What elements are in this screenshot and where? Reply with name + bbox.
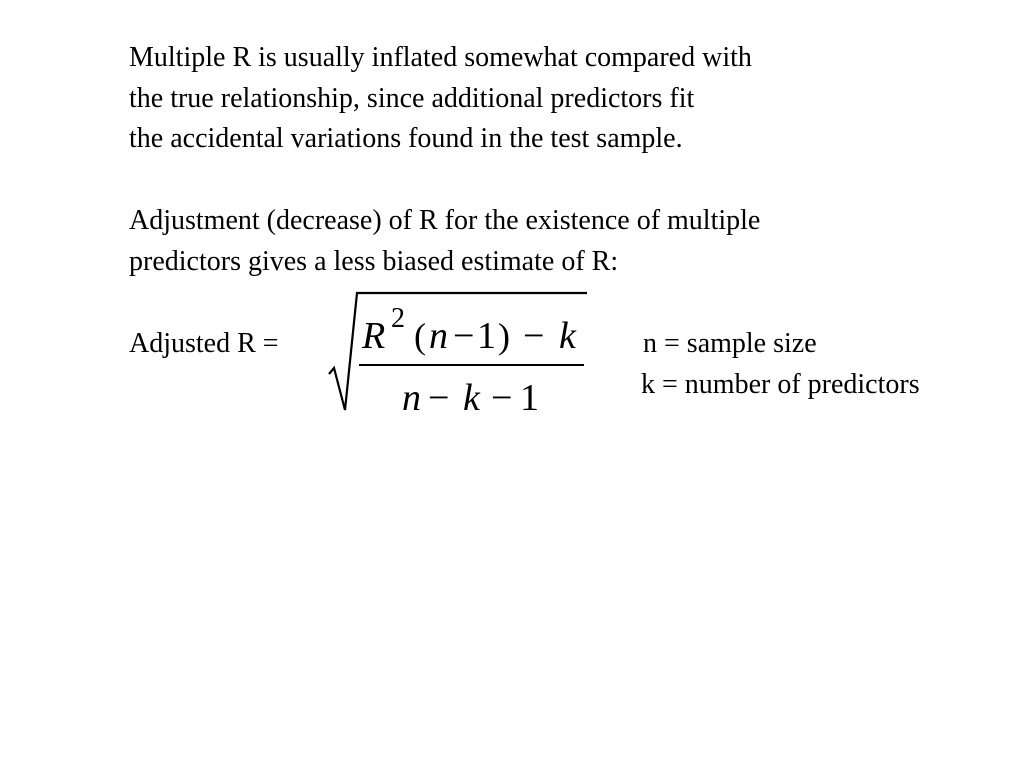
numerator-R: R xyxy=(362,315,386,357)
numerator-k: k xyxy=(559,315,576,357)
paragraph1-line2: the true relationship, since additional predictors fit xyxy=(129,83,695,114)
numerator-one: 1 xyxy=(477,315,496,357)
numerator-minus-2: − xyxy=(523,315,545,357)
denominator-minus-1: − xyxy=(428,377,450,419)
denominator-k: k xyxy=(463,377,480,419)
denominator-n: n xyxy=(402,377,421,419)
paragraph1-line3: the accidental variations found in the test sample. xyxy=(129,123,683,154)
numerator-minus-1: − xyxy=(453,315,475,357)
paragraph2-line2: predictors gives a less biased estimate of R: xyxy=(129,246,619,277)
legend-n-definition: n = sample size xyxy=(643,328,817,359)
formula-label: Adjusted R = xyxy=(129,328,279,359)
adjusted-r-formula xyxy=(325,288,595,420)
legend-k-definition: k = number of predictors xyxy=(641,369,920,400)
numerator-exponent: 2 xyxy=(391,303,405,334)
paragraph1-line1: Multiple R is usually inflated somewhat compared with xyxy=(129,42,752,73)
denominator-one: 1 xyxy=(520,377,539,419)
paragraph2-line1: Adjustment (decrease) of R for the existence of multiple xyxy=(129,205,761,236)
numerator-close-paren: ) xyxy=(498,316,510,356)
numerator-n: n xyxy=(429,315,448,357)
denominator-minus-2: − xyxy=(491,377,513,419)
numerator-open-paren: ( xyxy=(414,316,426,356)
